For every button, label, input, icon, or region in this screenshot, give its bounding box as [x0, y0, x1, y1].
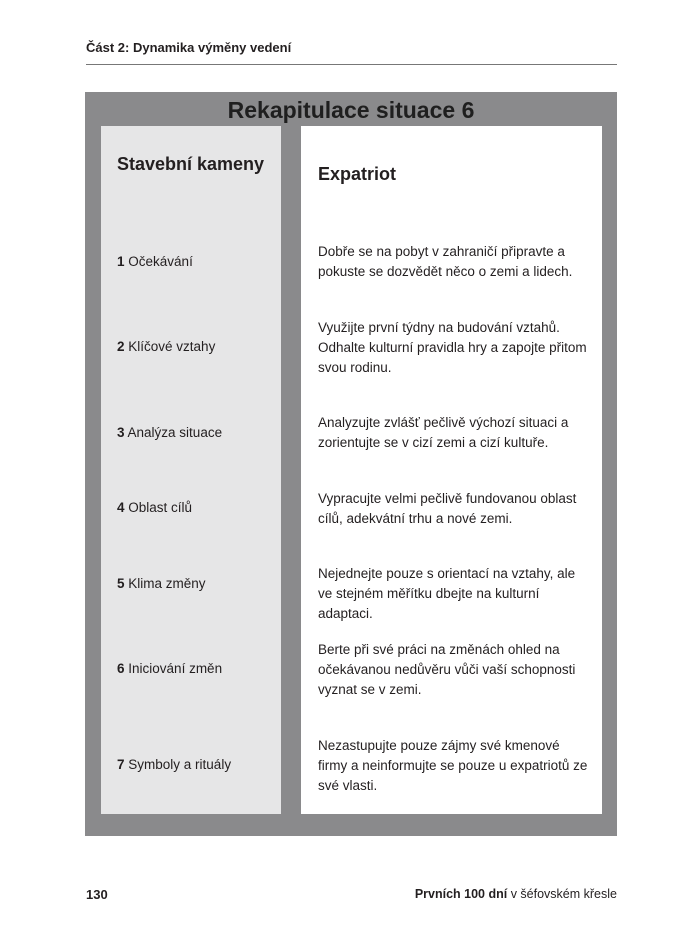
row-number: 3: [117, 425, 125, 440]
recommendation-text: Analyzujte zvlášť pečlivě výchozí situaci a zorientujte se v cizí zemi a cizí kultuře.: [318, 415, 569, 450]
row-number: 5: [117, 576, 125, 591]
right-column-header: Expatriot: [318, 164, 397, 184]
left-column: [101, 126, 281, 814]
recommendation-text: Dobře se na pobyt v zahraničí připravte a pokuste se dozvědět něco o zemi a lidech.: [318, 244, 573, 279]
row-number: 7: [117, 757, 125, 772]
recommendation-text: Využijte první týdny na budování vztahů. Odhalte kulturní pravidla hry a zapojte přitom svou rodinu.: [318, 320, 587, 375]
row-label: Očekávání: [128, 254, 193, 269]
running-head: Část 2: Dynamika výměny vedení: [86, 40, 292, 55]
row-number: 2: [117, 339, 125, 354]
recommendation-text: Vypracujte velmi pečlivě fundovanou oblast cílů, adekvátní trhu a nové zemi.: [318, 491, 577, 526]
row-label: Analýza situace: [127, 425, 223, 440]
row-label: Oblast cílů: [128, 500, 193, 515]
building-block: [117, 574, 277, 594]
summary-box: [85, 92, 617, 836]
building-block: [117, 337, 277, 357]
recommendation-text: Berte při své práci na změnách ohled na očekávanou nedůvěru vůči vaší schopnosti vyznat se v zemi.: [318, 642, 576, 697]
row-label: Symboly a rituály: [128, 757, 232, 772]
row-label: Klima změny: [128, 576, 206, 591]
row-number: 1: [117, 254, 125, 269]
recommendation-text: Nejednejte pouze s orientací na vztahy, ale ve stejném měřítku dbejte na kulturní adaptaci.: [318, 566, 576, 621]
building-block: [117, 423, 277, 443]
row-number: 6: [117, 661, 125, 676]
book-title-rest: v šéfovském křesle: [507, 887, 617, 901]
left-column-header: Stavební kameny: [117, 154, 265, 174]
page-number: 130: [86, 887, 108, 902]
row-number: 4: [117, 500, 125, 515]
building-block: [117, 498, 277, 518]
building-block: [117, 755, 277, 775]
book-title-bold: Prvních 100 dní: [414, 887, 508, 901]
recommendation-text: Nezastupujte pouze zájmy své kmenové firmy a neinformujte se pouze u expatriotů ze své vlasti.: [318, 738, 588, 793]
header-rule: [86, 64, 617, 65]
row-label: Klíčové vztahy: [128, 339, 216, 354]
box-title: Rekapitulace situace 6: [227, 97, 475, 123]
building-block: [117, 659, 277, 679]
row-label: Iniciování změn: [128, 661, 223, 676]
book-title: [415, 887, 617, 901]
right-column: [301, 126, 602, 814]
building-block: [117, 252, 277, 272]
